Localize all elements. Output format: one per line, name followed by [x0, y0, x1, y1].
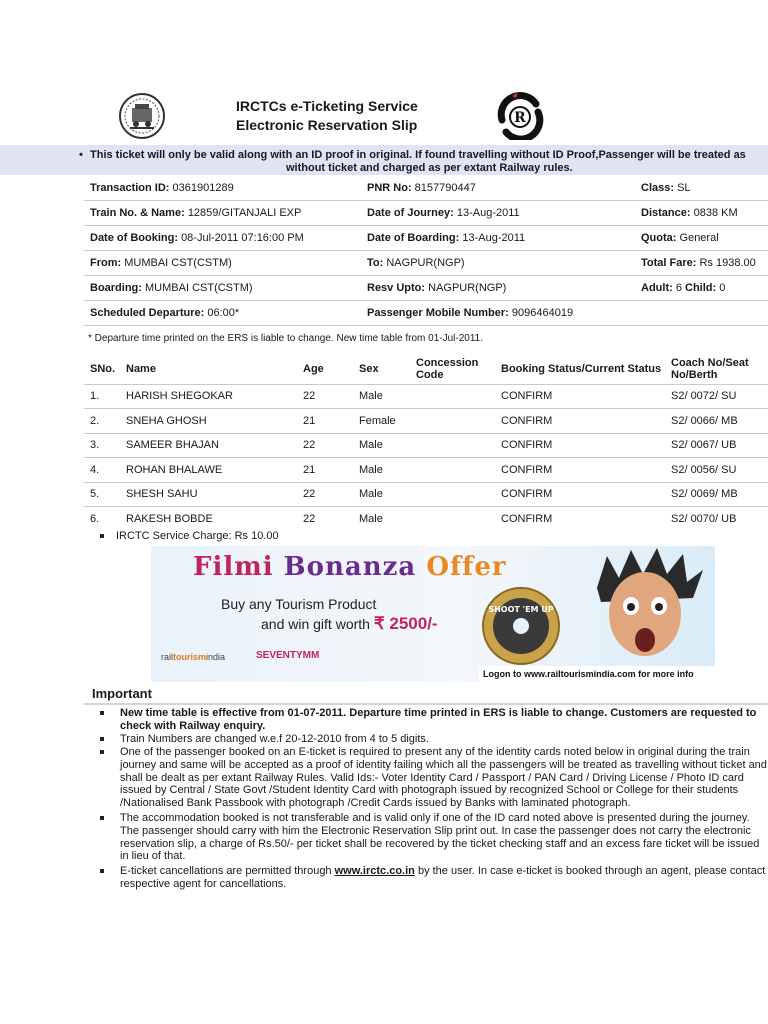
banner-title-word: Offer: [426, 552, 507, 582]
passenger-sno: 6.: [90, 513, 100, 525]
field-label: PNR No:: [367, 182, 412, 194]
passenger-sex: Male: [359, 439, 383, 451]
passenger-name: ROHAN BHALAWE: [126, 464, 223, 476]
passenger-sex: Male: [359, 390, 383, 402]
banner-title-word: Filmi: [193, 552, 274, 582]
field-value: 8157790447: [414, 182, 476, 194]
important-item-text: One of the passenger booked on an E-ticket is required to present any of the identity cards noted below in original during the train journey and same will be accepted as a proof of identity failing which all the passengers will be treated as travelling without ticket and shall be dealt as per extant Railway Rules. Valid Ids:- Voter Identity Card / Passport / PAN Card / Driving License / Photo ID card issued by Central / State Govt /Student Identity Card with photograph issued by recognized School or College for their students /Nationalised Bank Passbook with photograph /Credit Cards issued by Banks with laminated photograph.: [120, 746, 767, 810]
important-item-text: Train Numbers are changed w.e.f 20-12-2010 from 4 to 5 digits.: [120, 733, 429, 745]
pnr-cell: [367, 182, 476, 194]
passenger-age: 22: [303, 390, 316, 402]
field-value: SL: [677, 182, 691, 194]
info-row: [84, 301, 768, 326]
passenger-status: CONFIRM: [501, 464, 553, 476]
bullet-icon: [100, 869, 104, 873]
banner-line-1: Buy any Tourism Product: [221, 596, 377, 612]
field-value: NAGPUR(NGP): [386, 257, 465, 269]
to-cell: [367, 257, 465, 269]
field-value: 13-Aug-2011: [456, 207, 520, 219]
field-label: To:: [367, 257, 384, 269]
passenger-berth: S2/ 0069/ MB: [671, 488, 738, 500]
col-age: Age: [303, 363, 324, 375]
field-label: Total Fare:: [641, 257, 697, 269]
bullet-icon: [100, 711, 104, 715]
departure-note: * Departure time printed on the ERS is liable to change. New time table from 01-Jul-2011.: [88, 333, 484, 344]
from-cell: [90, 257, 232, 269]
banner-line-2-text: and win gift worth: [261, 616, 370, 632]
passenger-age: 21: [303, 415, 316, 427]
field-value: MUMBAI CST(CSTM): [124, 257, 232, 269]
distance-cell: [641, 207, 738, 219]
page-subtitle: Electronic Reservation Slip: [236, 117, 418, 133]
booking-date-cell: [90, 232, 304, 244]
rail-logo-part: rail: [161, 652, 174, 662]
passenger-name: RAKESH BOBDE: [126, 513, 213, 525]
passenger-row: [84, 458, 768, 483]
passenger-name: SHESH SAHU: [126, 488, 198, 500]
field-value: 0361901289: [172, 182, 234, 194]
passenger-name: HARISH SHEGOKAR: [126, 390, 233, 402]
important-item-text: [120, 865, 768, 891]
col-sno: SNo.: [90, 363, 116, 375]
important-item: [100, 865, 768, 891]
train-cell: [90, 207, 301, 219]
passenger-sex: Male: [359, 488, 383, 500]
field-label: Transaction ID:: [90, 182, 170, 194]
class-cell: [641, 182, 691, 194]
passenger-row: [84, 384, 768, 409]
field-label: Adult:: [641, 282, 673, 294]
field-value: 13-Aug-2011: [462, 232, 526, 244]
passenger-status: CONFIRM: [501, 390, 553, 402]
bullet-icon: •: [79, 149, 83, 161]
col-concession: [416, 357, 478, 381]
item-text-part: E-ticket cancellations are permitted through: [120, 865, 335, 877]
bullet-icon: [100, 534, 104, 538]
field-value: 08-Jul-2011 07:16:00 PM: [181, 232, 304, 244]
important-item-text: The accommodation booked is not transferable and is valid only if one of the ID card noted above is presented during the journey. The passenger should carry with him the Electronic Reservation Slip print out. In case the passenger does not carry the electronic reservation slip, a charge of Rs.50/- per ticket shall be recovered by the ticket checking staff and an excess fare ticket will be issued in lieu of that.: [120, 812, 760, 863]
passenger-age: 21: [303, 464, 316, 476]
passenger-status: CONFIRM: [501, 488, 553, 500]
passenger-berth: S2/ 0066/ MB: [671, 415, 738, 427]
banner-line-2: [261, 614, 438, 634]
irctc-logo-icon: [492, 90, 548, 140]
field-value: Rs 1938.00: [699, 257, 756, 269]
passenger-sno: 5.: [90, 488, 100, 500]
info-row: [84, 176, 768, 201]
passenger-sno: 4.: [90, 464, 100, 476]
notice-line-1: This ticket will only be valid along with an ID proof in original. If found travelling without ID Proof,Passenger will be treated as: [90, 149, 746, 161]
transaction-id-cell: [90, 182, 234, 194]
field-label: Resv Upto:: [367, 282, 426, 294]
field-value: 9096464019: [511, 307, 574, 319]
quota-cell: [641, 232, 719, 244]
passenger-row: [84, 433, 768, 458]
passenger-age: 22: [303, 513, 316, 525]
field-label: Date of Boarding:: [367, 232, 460, 244]
passenger-row: [84, 482, 768, 507]
field-value: 06:00*: [207, 307, 240, 319]
passenger-status: CONFIRM: [501, 439, 553, 451]
promo-banner[interactable]: [151, 546, 715, 682]
info-row: [84, 276, 768, 301]
seventymm-logo: SEVENTYMM: [256, 650, 320, 661]
col-sex: Sex: [359, 363, 379, 375]
disc-label: SHOOT 'EM UP: [488, 605, 554, 614]
service-charge-text: IRCTC Service Charge: Rs 10.00: [116, 530, 279, 542]
col-concession-line: Concession: [416, 357, 479, 369]
notice-line-2: without ticket and charged as per extant Railway rules.: [286, 162, 573, 174]
field-label: Child:: [685, 282, 717, 294]
surprised-man-icon: [587, 548, 707, 664]
passenger-name: SAMEER BHAJAN: [126, 439, 219, 451]
field-label: From:: [90, 257, 122, 269]
passenger-status: CONFIRM: [501, 415, 553, 427]
mobile-number-cell: [367, 307, 573, 319]
field-value: 0838 KM: [693, 207, 738, 219]
railways-emblem-icon: [118, 92, 166, 140]
boarding-date-cell: [367, 232, 525, 244]
important-heading: Important: [92, 686, 152, 701]
important-item: [100, 707, 768, 733]
field-label: Date of Booking:: [90, 232, 178, 244]
field-value: 0: [719, 282, 726, 294]
passenger-sno: 1.: [90, 390, 100, 402]
rail-logo-part: india: [206, 652, 226, 662]
journey-date-cell: [367, 207, 520, 219]
banner-title: [193, 552, 507, 582]
field-label: Date of Journey:: [367, 207, 454, 219]
important-item-text: New time table is effective from 01-07-2011. Departure time printed in ERS is liable to change. Customers are requested to check with Railway enquiry.: [120, 707, 757, 732]
col-coach-line: No/Berth: [671, 369, 718, 381]
col-coach-line: Coach No/Seat: [671, 357, 749, 369]
important-item: [100, 733, 768, 746]
passenger-table-header: [84, 356, 768, 385]
resv-upto-cell: [367, 282, 506, 294]
passenger-berth: S2/ 0067/ UB: [671, 439, 737, 451]
passenger-age: 22: [303, 439, 316, 451]
passenger-sno: 2.: [90, 415, 100, 427]
service-charge: [100, 530, 279, 542]
passenger-row: [84, 409, 768, 434]
boarding-cell: [90, 282, 253, 294]
field-label: Passenger Mobile Number:: [367, 307, 509, 319]
passenger-row: [84, 507, 768, 531]
col-concession-line: Code: [416, 369, 444, 381]
irctc-link[interactable]: www.irctc.co.in: [334, 865, 415, 877]
info-row: [84, 226, 768, 251]
passenger-berth: S2/ 0072/ SU: [671, 390, 737, 402]
field-value: MUMBAI CST(CSTM): [145, 282, 253, 294]
passenger-berth: S2/ 0070/ UB: [671, 513, 737, 525]
important-item: [100, 812, 768, 863]
passenger-sno: 3.: [90, 439, 100, 451]
passenger-berth: S2/ 0056/ SU: [671, 464, 737, 476]
bullet-icon: [100, 816, 104, 820]
passenger-name: SNEHA GHOSH: [126, 415, 207, 427]
bullet-icon: [100, 737, 104, 741]
col-coach: [671, 357, 749, 381]
id-proof-notice: [0, 145, 768, 175]
field-value: 12859/GITANJALI EXP: [187, 207, 302, 219]
page-title: IRCTCs e-Ticketing Service: [236, 98, 418, 114]
scheduled-departure-cell: [90, 307, 239, 319]
field-label: Scheduled Departure:: [90, 307, 205, 319]
field-label: Train No. & Name:: [90, 207, 185, 219]
banner-logon-text[interactable]: Logon to www.railtourismindia.com for more info: [479, 666, 715, 682]
field-label: Quota:: [641, 232, 677, 244]
field-label: Boarding:: [90, 282, 142, 294]
movie-disc-icon: [481, 586, 561, 666]
bullet-icon: [100, 750, 104, 754]
info-row: [84, 201, 768, 226]
field-value: 6: [675, 282, 682, 294]
passenger-status: CONFIRM: [501, 513, 553, 525]
important-item: [100, 746, 768, 810]
col-status: Booking Status/Current Status: [501, 363, 662, 375]
total-fare-cell: [641, 257, 756, 269]
item-text-part: by the user. In case e-ticket is booked through an agent, please contact respective agent for cancellations.: [120, 865, 766, 890]
field-value: NAGPUR(NGP): [428, 282, 507, 294]
passenger-age: 22: [303, 488, 316, 500]
adult-child-cell: [641, 282, 725, 294]
banner-title-word: Bonanza: [283, 552, 417, 582]
banner-amount: ₹ 2500/-: [373, 614, 438, 633]
svg-text:R: R: [514, 110, 526, 126]
rail-logo-part: tourism: [173, 652, 207, 662]
field-label: Distance:: [641, 207, 691, 219]
divider: [84, 703, 768, 705]
passenger-sex: Male: [359, 513, 383, 525]
info-row: [84, 251, 768, 276]
passenger-sex: Male: [359, 464, 383, 476]
col-name: Name: [126, 363, 156, 375]
field-label: Class:: [641, 182, 675, 194]
field-value: General: [679, 232, 719, 244]
passenger-sex: Female: [359, 415, 396, 427]
rail-tourism-logo: [161, 652, 225, 662]
